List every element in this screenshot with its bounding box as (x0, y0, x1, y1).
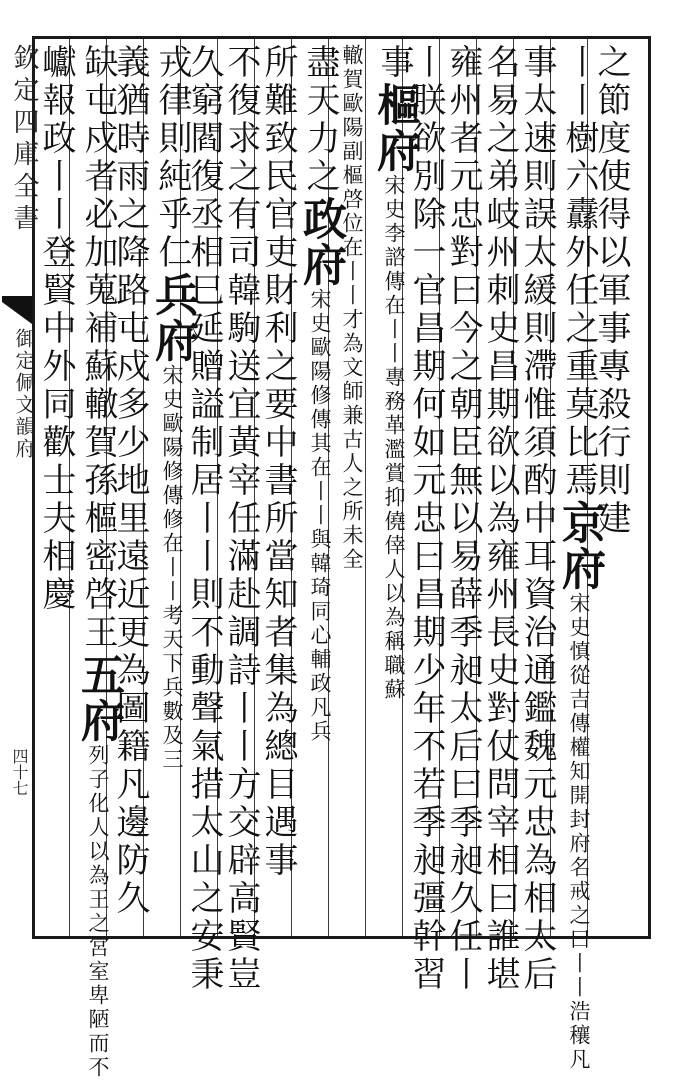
annotation-text: 宋史歐陽修傳其在丨丨與韓琦同心輔政凡兵 (308, 288, 332, 744)
frame-top-rule (32, 36, 650, 39)
frame-right-rule (648, 36, 651, 939)
column-main-text: 事太速則誤太緩則滯惟須酌中耳資治通鑑魏元忠為相太后 (517, 44, 557, 994)
margin-book-title: 御定佩文韻府 (12, 328, 36, 460)
column-main-text: 路屯戍多少地里遠近更為圖籍凡邊防久 (110, 272, 150, 918)
annotation-text: 列子化人以為王之宮室卑陋而不 (86, 744, 110, 1080)
text-column-15 (73, 44, 124, 1080)
entry-heading: 五府 (73, 652, 124, 744)
text-column-4 (480, 44, 520, 994)
column-main-text: 事 (374, 44, 414, 82)
text-column-3 (517, 44, 557, 994)
column-main-text: 義猶時雨之降 (110, 44, 150, 272)
text-column-11 (221, 44, 261, 994)
text-column-13 (147, 44, 198, 932)
column-main-text: 雍州者元忠對曰今之朝臣無以易薛季昶太后曰季昶久任丨 (443, 44, 483, 994)
text-column-16 (36, 44, 76, 932)
fish-tail-mark-icon (2, 296, 32, 324)
column-main-text: 戎律則純乎仁 (152, 44, 192, 272)
text-column-9 (295, 44, 346, 932)
column-main-text: 之節度使得以軍事專殺行則建 (591, 44, 631, 538)
text-column-2 (554, 44, 605, 1072)
frame-bottom-rule (32, 936, 650, 939)
column-main-text: 巘報政丨丨登賢中外同歡士夫相慶 (36, 44, 76, 614)
text-column-7 (369, 44, 420, 932)
column-main-text: 名易之弟岐州刺史昌期欲以為雍州長史對仗問宰相曰誰堪 (480, 44, 520, 994)
column-main-text: 久窮閻復丞相巳延贈謚制居丨丨則不動聲氣措太山之安秉 (184, 44, 224, 994)
column-main-text: 民官吏財利之要中書所當知者集為總目遇事 (258, 158, 298, 880)
annotation-text: 轍賀歐陽副樞啓位在丨丨才為文師兼古人之所未全 (340, 44, 364, 572)
margin-page-number: 四十七 (10, 748, 29, 796)
column-main-text: 丨朕欲別除一官昌期何如元忠曰昌期少年不若季昶彊幹習 (406, 44, 446, 994)
entry-heading: 兵府 (147, 272, 198, 364)
entry-heading: 樞府 (369, 82, 420, 174)
text-column-10 (258, 44, 298, 932)
column-main-text: 所難致 (258, 44, 298, 158)
annotation-text: 宋史慎從吉傳權知開封府名戒之曰丨丨浩穰凡 (567, 592, 591, 1072)
margin-collection-title: 欽定四庫全書 (9, 44, 39, 236)
entry-heading: 政府 (295, 196, 346, 288)
text-column-5 (443, 44, 483, 994)
column-main-text: 丨丨樹六纛外任之重莫比焉 (559, 44, 599, 500)
column-main-text: 缺屯戍者必加蒐補蘇轍賀孫樞密啓王 (78, 44, 118, 652)
annotation-text: 宋史李諮傳在丨丨專務革濫賞抑僥倖人以為稱職蘇 (382, 174, 406, 702)
entry-heading: 京府 (554, 500, 605, 592)
annotation-text: 宋史歐陽修傳修在丨丨考天下兵數及三 (160, 364, 184, 772)
column-main-text: 不復求之有司韓駒送宜黃宰任滿赴調詩丨丨方交辟高賢豈 (221, 44, 261, 994)
column-main-text: 盡天力之 (300, 44, 340, 196)
